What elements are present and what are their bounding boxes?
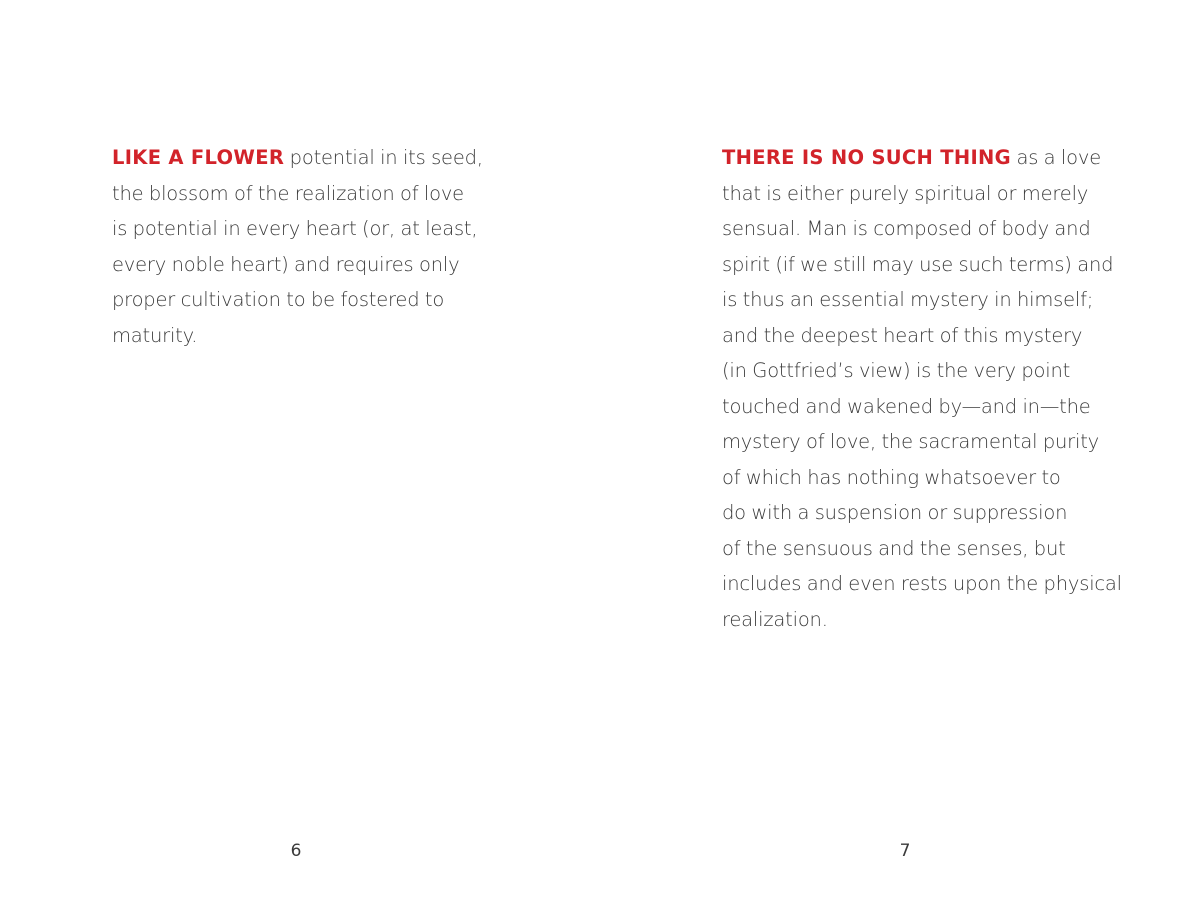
passage-line: touched and wakened by—and in—the [722,394,1091,418]
line-text: as a love [1010,146,1101,169]
passage-line [722,140,1192,176]
passage-line: is thus an essential mystery in himself; [722,288,1094,311]
passage-line: spirit (if we still may use such terms) and [722,252,1114,276]
page-number-right: 7 [899,841,911,861]
passage-line [112,140,572,176]
passage-line: is potential in every heart (or, at least, [112,217,478,240]
line-text: potential in its seed, [284,146,483,169]
passage-line: the blossom of the realization of love [112,181,464,205]
passage-line: and the deepest heart of this mystery [722,323,1083,347]
right-page [600,0,1200,900]
lead-in-phrase: LIKE A FLOWER [112,146,285,169]
passage-line: that is either purely spiritual or merely [722,181,1089,205]
passage-line: mystery of love, the sacramental purity [722,430,1099,453]
lead-in-phrase: THERE IS NO SUCH THING [722,146,1011,169]
passage-line: every noble heart) and requires only [112,252,460,276]
passage-line: realization. [722,607,828,631]
passage-line: of which has nothing whatsoever to [722,465,1061,489]
right-passage [722,140,1192,637]
left-passage [112,140,572,353]
passage-line: sensual. Man is composed of body and [722,217,1091,240]
passage-line: includes and even rests upon the physical [722,572,1122,595]
passage-line: of the sensuous and the senses, but [722,536,1066,560]
passage-line: proper cultivation to be fostered to [112,288,445,311]
passage-line: (in Gottfried’s view) is the very point [722,359,1071,382]
page-number-left: 6 [290,841,302,861]
passage-line: do with a suspension or suppression [722,501,1068,524]
passage-line: maturity. [112,323,198,347]
